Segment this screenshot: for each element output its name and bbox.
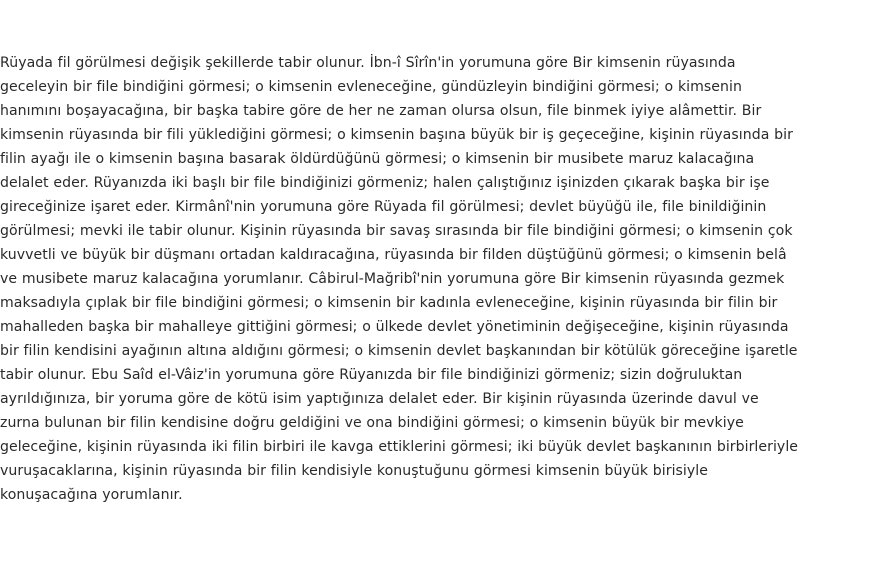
article-body-paragraph: Rüyada fil görülmesi değişik şekillerde tabir olunur. İbn-î Sîrîn'in yorumuna göre Bir kimsenin rüyasında geceleyin bir file bindiğini görmesi; o kimsenin evleneceğine, gündüzleyin bindiğini görmesi; o kimsenin hanımını boşayacağına, bir başka tabire göre de her ne zaman olursa olsun, file binmek iyiye alâmettir. Bir kimsenin rüyasında bir fili yüklediğini görmesi; o kimsenin başına büyük bir iş geçeceğine, kişinin rüyasında bir filin ayağı ile o kimsenin başına basarak öldürdüğünü görmesi; o kimsenin bir musibete maruz kalacağına delalet eder. Rüyanızda iki başlı bir file bindiğinizi görmeniz; halen çalıştığınız işinizden çıkarak başka bir işe gireceğinize işaret eder. Kirmânî'nin yorumuna göre Rüyada fil görülmesi; devlet büyüğü ile, file binildiğinin görülmesi; mevki ile tabir olunur. Kişinin rüyasında bir savaş sırasında bir file bindiğini görmesi; o kimsenin çok kuvvetli ve büyük bir düşmanı ortadan kaldıracağına, rüyasında bir filden düştüğünü görmesi; o kimsenin belâ ve musibete maruz kalacağına yorumlanır. Câbirul-Mağribî'nin yorumuna göre Bir kimsenin rüyasında gezmek maksadıyla çıplak bir file bindiğini görmesi; o kimsenin bir kadınla evleneceğine, kişinin rüyasında bir filin bir mahalleden başka bir mahalleye gittiğini görmesi; o ülkede devlet yönetiminin değişeceğine, kişinin rüyasında bir filin kendisini ayağının altına aldığını görmesi; o kimsenin devlet başkanından bir kötülük göreceğine işaretle tabir olunur. Ebu Saîd el-Vâiz'in yorumuna göre Rüyanızda bir file bindiğinizi görmeniz; sizin doğruluktan ayrıldığınıza, bir yoruma göre de kötü isim yaptığınıza delalet eder. Bir kişinin rüyasında üzerinde davul ve zurna bulunan bir filin kendisine doğru geldiğini ve ona bindiğini görmesi; o kimsenin büyük bir mevkiye geleceğine, kişinin rüyasında iki filin birbiri ile kavga ettiklerini görmesi; iki büyük devlet başkanının birbirleriyle vuruşacaklarına, kişinin rüyasında bir filin kendisiyle konuştuğunu görmesi kimsenin büyük birisiyle konuşacağına yorumlanır. — [0, 55, 799, 503]
article-content — [0, 51, 800, 507]
